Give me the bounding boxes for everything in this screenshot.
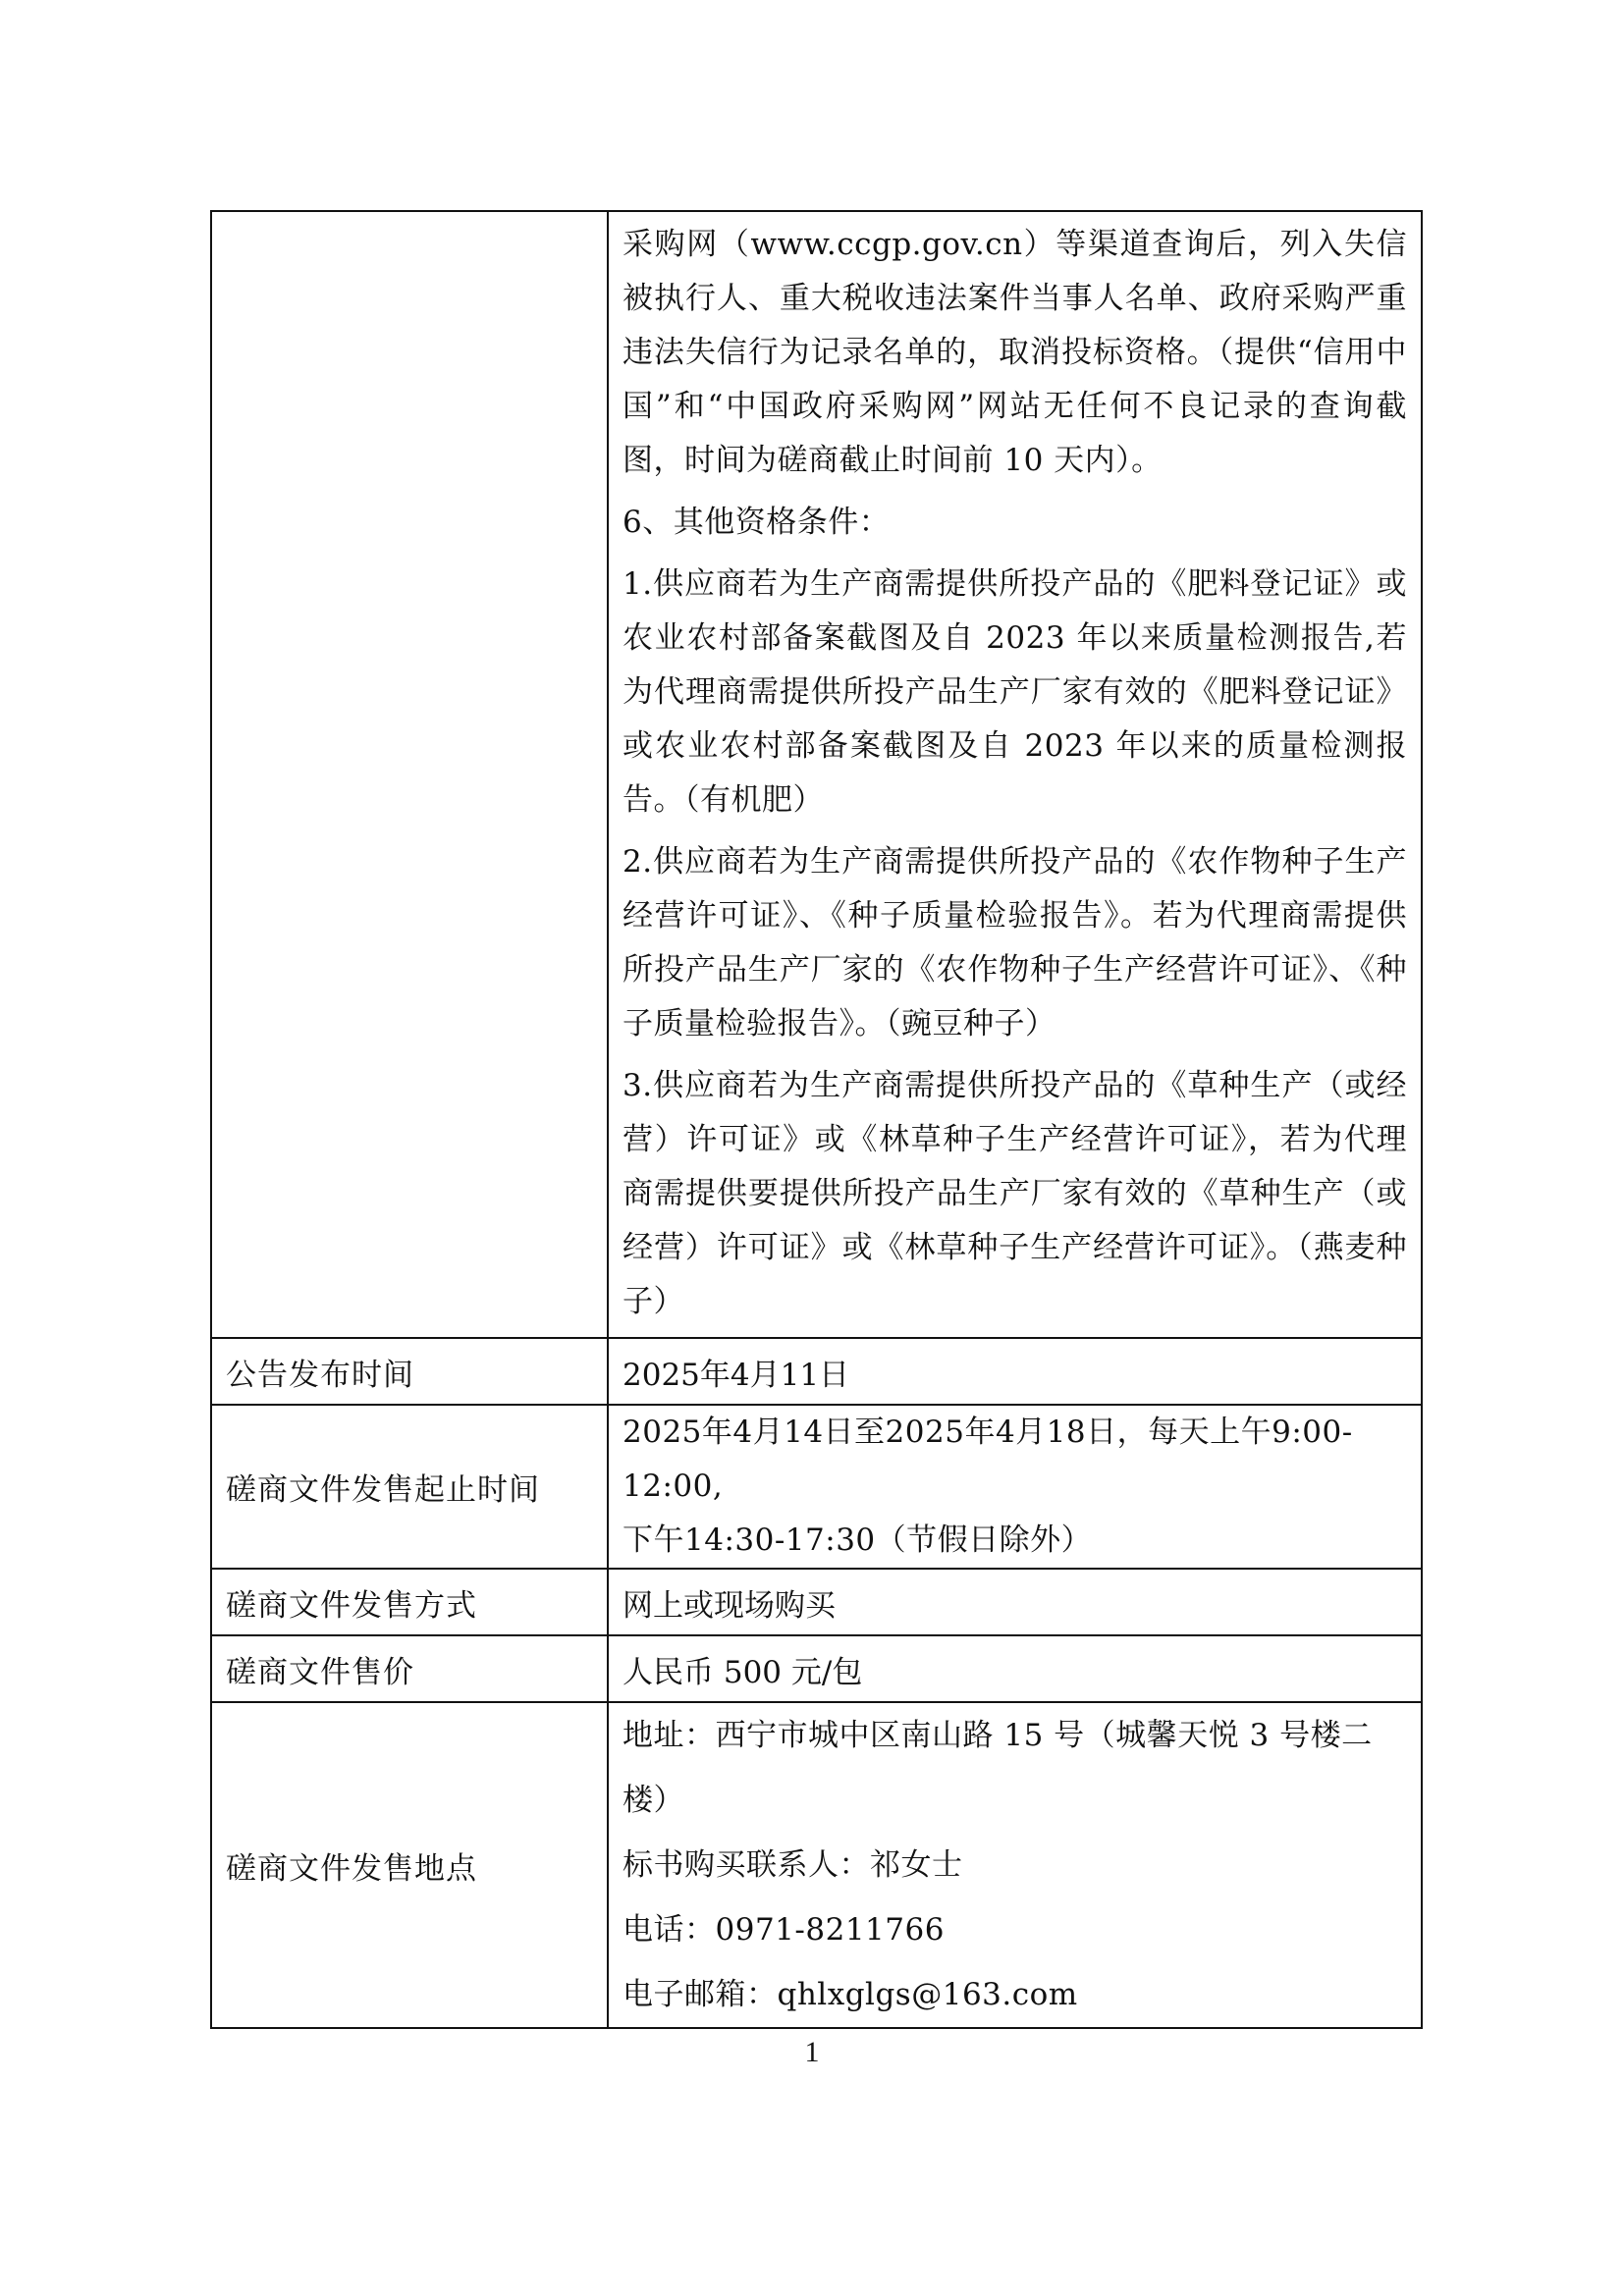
sale-period-value-cell [608,1405,1422,1569]
sale-period-label: 磋商文件发售起止时间 [211,1405,608,1569]
fertilizer-requirement-paragraph: 1.供应商若为生产商需提供所投产品的《肥料登记证》或农业农村部备案截图及自 2023 年以来质量检测报告,若为代理商需提供所投产品生产厂家有效的《肥料登记证》或农业农村部备案截图及自 2023 年以来的质量检测报告。（有机肥） [623,566,1407,818]
table-row-qualifications [211,211,1422,1338]
price-value: 人民币 500 元/包 [608,1635,1422,1702]
announce-time-label: 公告发布时间 [211,1338,608,1405]
other-qualifications-heading: 6、其他资格条件： [623,505,891,540]
qualifications-label-cell [211,211,608,1338]
credit-check-paragraph: 采购网（www.ccgp.gov.cn）等渠道查询后，列入失信被执行人、重大税收违法案件当事人名单、政府采购严重违法失信行为记录名单的，取消投标资格。（提供“信用中国”和“中国政府采购网”网站无任何不良记录的查询截图，时间为磋商截止时间前 10 天内）。 [623,227,1407,478]
sale-period-line-1: 2025年4月14日至2025年4月18日，每天上午9:00-12:00, [623,1415,1353,1504]
location-email: 电子邮箱：qhlxglgs@163.com [623,1977,1078,2012]
table-row-sale-method [211,1569,1422,1635]
sale-period-line-2: 下午14:30-17:30（节假日除外） [623,1522,1093,1558]
table-row-price [211,1635,1422,1702]
page-number: 1 [804,2036,820,2068]
location-value-cell [608,1702,1422,2028]
announce-time-value: 2025年4月11日 [608,1338,1422,1405]
location-address: 地址：西宁市城中区南山路 15 号（城馨天悦 3 号楼二楼） [623,1718,1373,1818]
price-label: 磋商文件售价 [211,1635,608,1702]
table-row-announce-time [211,1338,1422,1405]
announcement-table [210,210,1423,2029]
location-contact-person: 标书购买联系人：祁女士 [623,1847,963,1883]
sale-method-label: 磋商文件发售方式 [211,1569,608,1635]
location-phone: 电话：0971-8211766 [623,1912,945,1948]
sale-method-value: 网上或现场购买 [608,1569,1422,1635]
location-label: 磋商文件发售地点 [211,1702,608,2028]
oat-seed-requirement-paragraph: 3.供应商若为生产商需提供所投产品的《草种生产（或经营）许可证》或《林草种子生产经营许可证》，若为代理商需提供要提供所投产品生产厂家有效的《草种生产（或经营）许可证》或《林草种子生产经营许可证》。（燕麦种子） [623,1068,1407,1319]
table-row-location [211,1702,1422,2028]
qualifications-value-cell [608,211,1422,1338]
pea-seed-requirement-paragraph: 2.供应商若为生产商需提供所投产品的《农作物种子生产经营许可证》、《种子质量检验报告》。若为代理商需提供所投产品生产厂家的《农作物种子生产经营许可证》、《种子质量检验报告》。（豌豆种子） [623,844,1407,1041]
table-row-sale-period [211,1405,1422,1569]
